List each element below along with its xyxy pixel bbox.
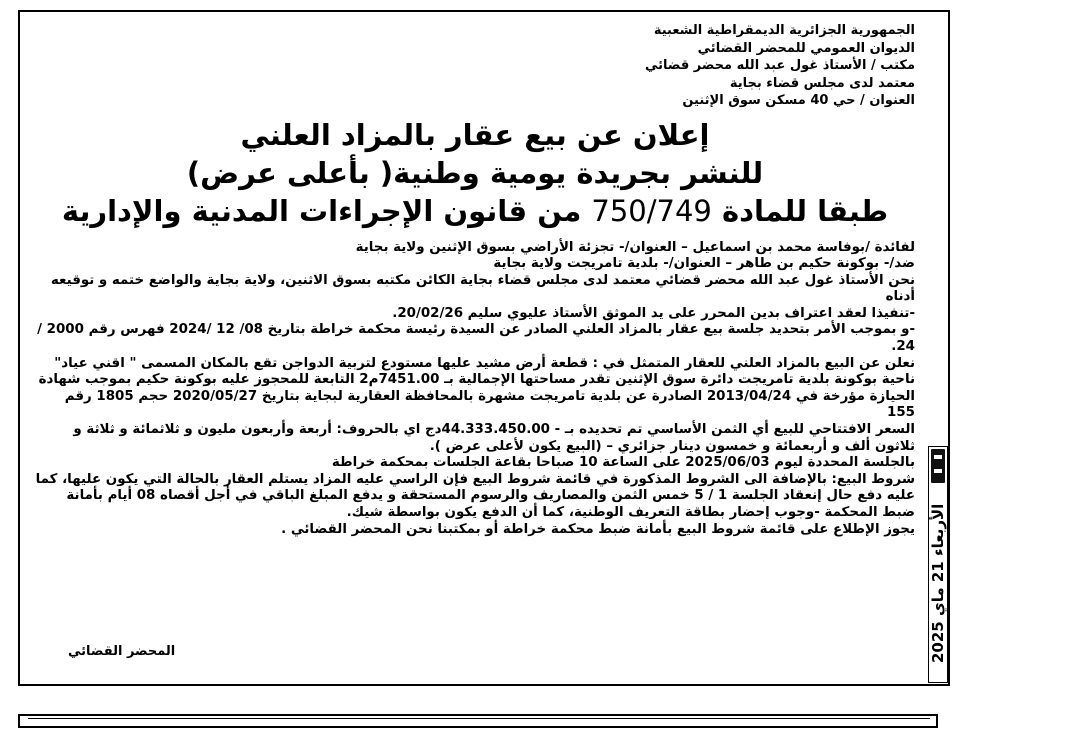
paragraph-sale-conditions: شروط البيع: بالإضافة الى الشروط المذكورة في قائمة شروط البيع فإن الراسي عليه المزاد يستلم العقار بالحالة التي يكون عليها، كما عليه دفع حال إنعقاد الجلسة 1 / 5 خمس الثمن والمصاريف والرسوم المستحقة و يدفع المبلغ الباقي في أجل أقصاه 08 أيام بأمانة ضبط المحكمة -وجوب إحضار بطاقة التعريف الوطنية، كما أن الدفع يكون بواسطة شيك. [35, 471, 915, 520]
paragraph-consultation: يجوز الإطلاع على قائمة شروط البيع بأمانة ضبط محكمة خراطة أو بمكتبنا نحن المحضر القضائي . [281, 521, 915, 537]
announcement-body [35, 240, 915, 539]
announcement-content [35, 22, 915, 538]
title-article-number: 750/749 [591, 193, 712, 228]
issuer-header [35, 22, 915, 110]
header-line-address: العنوان / حي 40 مسكن سوق الإثنين [682, 93, 915, 108]
paragraph-property: نعلن عن البيع بالمزاد العلني للعقار المتمثل في : قطعة أرض مشيد عليها مستودع لتربية الدواجن تقع بالمكان المسمى " اقني عياد" ناحية بوكونة بلدية تامريجت دائرة سوق الإثنين تقدر مساحتها الإجمالية بـ 7451.00م2 التابعة للمحجوز عليه بوكونة حكيم بموجب شهادة الحيازة مؤرخة في 2013/04/24 الصادرة عن بلدية تامريجت مشهرة بالمحافظة العقارية لبجاية بتاريخ 2020/05/27 حجم 1805 رقم 155 [38, 355, 915, 421]
paragraph-bailiff: نحن الأستاذ غول عبد الله محضر قضائي معتمد لدى مجلس قضاء بجاية الكائن مكتبه بسوق الاثنين، ولاية بجاية والواضع ختمه و توقيعه أدناه [50, 272, 915, 305]
header-line-country: الجمهورية الجزائرية الديمقراطية الشعبية [653, 23, 915, 38]
title-article-prefix: طبقا للمادة [721, 193, 889, 228]
paragraph-defendant: ضد/- بوكونة حكيم بن طاهر – العنوان/- بلدية تامريجت ولاية بجاية [493, 256, 915, 272]
header-line-accreditation: معتمد لدى مجلس قضاء بجاية [729, 75, 915, 91]
paragraph-enforcement: -تنفيذا لعقد اعتراف بدين المحرر على يد الموثق الأستاذ عليوي سليم 20/02/26. [392, 305, 915, 321]
header-line-bailiff: مكتب / الأستاذ غول عبد الله محضر قضائي [645, 58, 915, 73]
publication-date: الأربعاء 21 ماي 2025 [929, 503, 947, 663]
paragraph-session-date: بالجلسة المحددة ليوم 2025/06/03 على الساعة 10 صباحا بقاعة الجلسات بمحكمة خراطة [331, 455, 915, 471]
title-article-suffix: من قانون الإجراءات المدنية والإدارية [61, 193, 582, 228]
next-announcement-inner-border [28, 718, 930, 729]
title-line-1: إعلان عن بيع عقار بالمزاد العلني [240, 117, 710, 152]
announcement-title [35, 116, 915, 230]
bailiff-signature: المحضر القضائي [68, 644, 176, 659]
title-line-2: للنشر بجريدة يومية وطنية( بأعلى عرض) [186, 155, 764, 190]
paragraph-beneficiary: لفائدة /بوفاسة محمد بن اسماعيل – العنوان/- تجزئة الأراضي بسوق الإثنين ولاية بجاية [355, 239, 915, 255]
newspaper-logo-icon [931, 449, 945, 483]
title-line-3 [35, 192, 915, 230]
paragraph-opening-price: السعر الافتتاحي للبيع أي الثمن الأساسي تم تحديده بـ - 44.333.450.00دج اي بالحروف: أربعة وأربعون مليون و ثلاثمائة و ثلاثة و ثلاثون ألف و أربعمائة و خمسون دينار جزائري – (البيع يكون لأعلى عرض ). [73, 422, 915, 454]
header-line-office: الديوان العمومي للمحضر القضائي [697, 40, 915, 56]
newspaper-side-strip [928, 446, 948, 683]
paragraph-court-order: -و بموجب الأمر بتحديد جلسة بيع عقار بالمزاد العلني الصادر عن السيدة رئيسة محكمة خراطة بتاريخ 08/ 12 /2024 فهرس رقم 2000 / 24. [37, 322, 915, 355]
